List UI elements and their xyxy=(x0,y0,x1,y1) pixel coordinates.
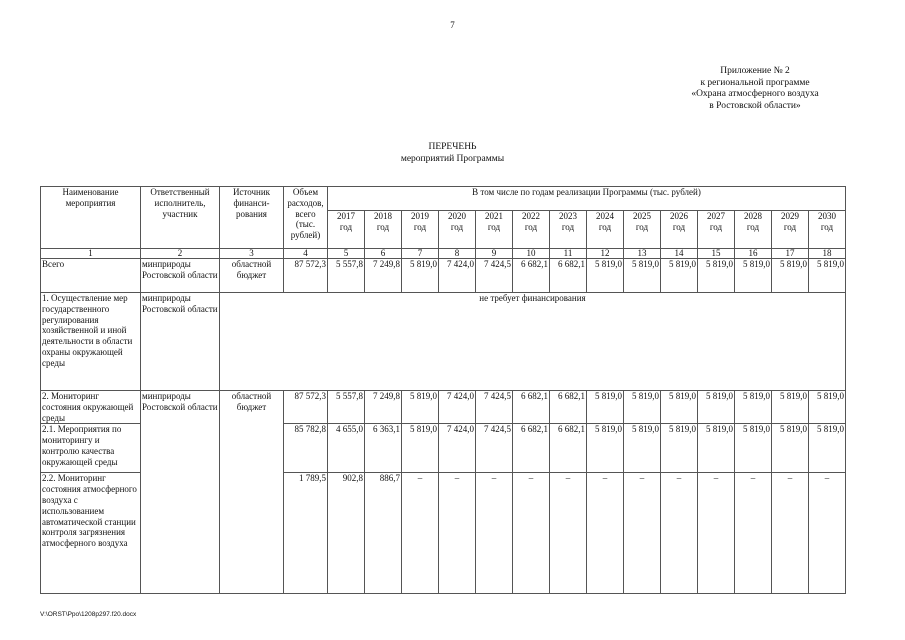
header-year xyxy=(513,211,550,249)
column-number: 15 xyxy=(698,249,735,259)
header-year xyxy=(624,211,661,249)
column-number: 17 xyxy=(772,249,809,259)
row-source: областной бюджет xyxy=(220,259,284,293)
row-year-value: – xyxy=(772,473,809,594)
row-year-value: 7 424,5 xyxy=(476,424,513,473)
column-number: 3 xyxy=(220,249,284,259)
header-year xyxy=(735,211,772,249)
row-year-value: 5 819,0 xyxy=(661,391,698,424)
year-unit: год xyxy=(783,221,797,232)
row-year-value: 5 819,0 xyxy=(402,424,439,473)
row-year-value: 5 819,0 xyxy=(772,259,809,293)
header-year xyxy=(365,211,402,249)
table-row xyxy=(41,391,846,424)
row-year-value: – xyxy=(809,473,846,594)
row-name: Всего xyxy=(41,259,141,293)
row-year-value: – xyxy=(439,473,476,594)
row-total: 87 572,3 xyxy=(284,391,328,424)
measures-table xyxy=(40,186,846,594)
year-unit: год xyxy=(524,221,538,232)
row-year-value: 5 819,0 xyxy=(402,259,439,293)
row-year-value: 5 819,0 xyxy=(402,391,439,424)
row-year-value: 5 819,0 xyxy=(809,391,846,424)
row-year-value: 6 682,1 xyxy=(513,259,550,293)
year-unit: год xyxy=(487,221,501,232)
year-label: 2024 xyxy=(596,211,614,221)
row-year-value: 7 424,0 xyxy=(439,424,476,473)
year-label: 2017 xyxy=(337,211,355,221)
year-unit: год xyxy=(376,221,390,232)
row-year-value: 5 819,0 xyxy=(772,424,809,473)
row-year-value: 5 819,0 xyxy=(624,424,661,473)
column-number: 14 xyxy=(661,249,698,259)
row-year-value: 6 682,1 xyxy=(550,391,587,424)
year-label: 2019 xyxy=(411,211,429,221)
row-source: областной бюджет xyxy=(220,391,284,594)
title-subline: мероприятий Программы xyxy=(400,154,505,164)
year-unit: год xyxy=(413,221,427,232)
year-label: 2030 xyxy=(818,211,836,221)
row-name: 2.2. Мониторинг состояния атмосферного воздуха с использованием автоматической станции контроля загрязнения атмосферного воздуха xyxy=(41,473,141,594)
year-unit: год xyxy=(561,221,575,232)
column-number: 4 xyxy=(284,249,328,259)
appendix-line: в Ростовской области» xyxy=(709,100,801,111)
row-year-value: 902,8 xyxy=(328,473,365,594)
year-label: 2018 xyxy=(374,211,392,221)
row-year-value: – xyxy=(624,473,661,594)
column-number: 7 xyxy=(402,249,439,259)
year-unit: год xyxy=(746,221,760,232)
row-name: 1. Осуществление мер государственного регулирования хозяйственной и иной деятельности в области охраны окружающей среды xyxy=(41,293,141,391)
column-number: 9 xyxy=(476,249,513,259)
appendix-line: Приложение № 2 xyxy=(720,66,790,76)
row-executor: минприроды Ростовской области xyxy=(141,259,220,293)
row-executor: минприроды Ростовской области xyxy=(141,293,220,391)
row-year-value: 5 557,8 xyxy=(328,259,365,293)
row-year-value: 5 819,0 xyxy=(587,424,624,473)
row-year-value: – xyxy=(698,473,735,594)
row-year-value: 5 819,0 xyxy=(772,391,809,424)
row-year-value: – xyxy=(513,473,550,594)
row-year-value: 7 249,8 xyxy=(365,259,402,293)
row-year-value: – xyxy=(402,473,439,594)
row-year-value: 5 557,8 xyxy=(328,391,365,424)
row-total: 85 782,8 xyxy=(284,424,328,473)
row-year-value: 5 819,0 xyxy=(809,424,846,473)
header-year xyxy=(587,211,624,249)
row-year-value: 6 682,1 xyxy=(513,391,550,424)
header-year xyxy=(439,211,476,249)
row-name: 2. Мониторинг состояния окружающей среды xyxy=(41,391,141,424)
row-year-value: 5 819,0 xyxy=(698,424,735,473)
row-year-value: – xyxy=(550,473,587,594)
year-label: 2028 xyxy=(744,211,762,221)
header-year xyxy=(809,211,846,249)
row-year-value: 5 819,0 xyxy=(698,391,735,424)
appendix-line: «Охрана атмосферного воздуха xyxy=(691,89,819,99)
document-title xyxy=(0,141,905,165)
column-number: 6 xyxy=(365,249,402,259)
row-year-value: – xyxy=(661,473,698,594)
column-number: 10 xyxy=(513,249,550,259)
row-total: 87 572,3 xyxy=(284,259,328,293)
row-year-value: 7 424,0 xyxy=(439,391,476,424)
row-year-value: 5 819,0 xyxy=(735,424,772,473)
column-number: 1 xyxy=(41,249,141,259)
table-row xyxy=(41,259,846,293)
header-by-years: В том числе по годам реализации Программы (тыс. рублей) xyxy=(328,187,846,211)
year-label: 2020 xyxy=(448,211,466,221)
row-year-value: 4 655,0 xyxy=(328,424,365,473)
header-year xyxy=(550,211,587,249)
year-unit: год xyxy=(709,221,723,232)
header-year xyxy=(698,211,735,249)
row-year-value: 7 424,0 xyxy=(439,259,476,293)
year-label: 2021 xyxy=(485,211,503,221)
title-line: ПЕРЕЧЕНЬ xyxy=(428,142,477,152)
row-year-value: 6 682,1 xyxy=(550,424,587,473)
header-year xyxy=(402,211,439,249)
header-year xyxy=(476,211,513,249)
year-unit: год xyxy=(598,221,612,232)
row-year-value: 7 424,5 xyxy=(476,391,513,424)
row-year-value: 5 819,0 xyxy=(735,259,772,293)
row-year-value: 5 819,0 xyxy=(624,391,661,424)
row-year-value: 6 682,1 xyxy=(513,424,550,473)
year-label: 2029 xyxy=(781,211,799,221)
row-year-value: 886,7 xyxy=(365,473,402,594)
year-label: 2023 xyxy=(559,211,577,221)
row-year-value: – xyxy=(476,473,513,594)
header-executor: Ответственный исполнитель, участник xyxy=(141,187,220,249)
header-year xyxy=(772,211,809,249)
file-path-footer: V:\ORST\Ppo\1208p297.f20.docx xyxy=(40,611,137,618)
year-label: 2026 xyxy=(670,211,688,221)
row-year-value: 5 819,0 xyxy=(735,391,772,424)
year-label: 2025 xyxy=(633,211,651,221)
row-year-value: 5 819,0 xyxy=(661,424,698,473)
row-year-value: – xyxy=(587,473,624,594)
row-year-value: 5 819,0 xyxy=(698,259,735,293)
row-year-value: 5 819,0 xyxy=(624,259,661,293)
row-note: не требует финансирования xyxy=(220,293,846,391)
table-row xyxy=(41,293,846,391)
row-name: 2.1. Мероприятия по мониторингу и контролю качества окружающей среды xyxy=(41,424,141,473)
column-number: 2 xyxy=(141,249,220,259)
year-unit: год xyxy=(339,221,353,232)
header-year xyxy=(661,211,698,249)
header-source: Источник финанси-рования xyxy=(220,187,284,249)
row-year-value: 7 424,5 xyxy=(476,259,513,293)
page-number: 7 xyxy=(450,20,455,30)
column-number: 11 xyxy=(550,249,587,259)
row-year-value: 5 819,0 xyxy=(809,259,846,293)
header-year xyxy=(328,211,365,249)
year-unit: год xyxy=(450,221,464,232)
row-year-value: 6 363,1 xyxy=(365,424,402,473)
appendix-header xyxy=(620,66,890,112)
header-volume: Объем расходов, всего (тыс. рублей) xyxy=(284,187,328,249)
column-number: 5 xyxy=(328,249,365,259)
column-number: 8 xyxy=(439,249,476,259)
row-year-value: 6 682,1 xyxy=(550,259,587,293)
row-year-value: 5 819,0 xyxy=(661,259,698,293)
appendix-line: к региональной программе xyxy=(700,77,810,88)
column-number: 16 xyxy=(735,249,772,259)
row-year-value: 7 249,8 xyxy=(365,391,402,424)
row-year-value: – xyxy=(735,473,772,594)
column-number: 18 xyxy=(809,249,846,259)
row-executor: минприроды Ростовской области xyxy=(141,391,220,594)
row-year-value: 5 819,0 xyxy=(587,259,624,293)
year-label: 2022 xyxy=(522,211,540,221)
year-unit: год xyxy=(820,221,834,232)
year-label: 2027 xyxy=(707,211,725,221)
row-year-value: 5 819,0 xyxy=(587,391,624,424)
column-number: 13 xyxy=(624,249,661,259)
header-name: Наименование мероприятия xyxy=(41,187,141,249)
column-number: 12 xyxy=(587,249,624,259)
year-unit: год xyxy=(672,221,686,232)
row-total: 1 789,5 xyxy=(284,473,328,594)
year-unit: год xyxy=(635,221,649,232)
